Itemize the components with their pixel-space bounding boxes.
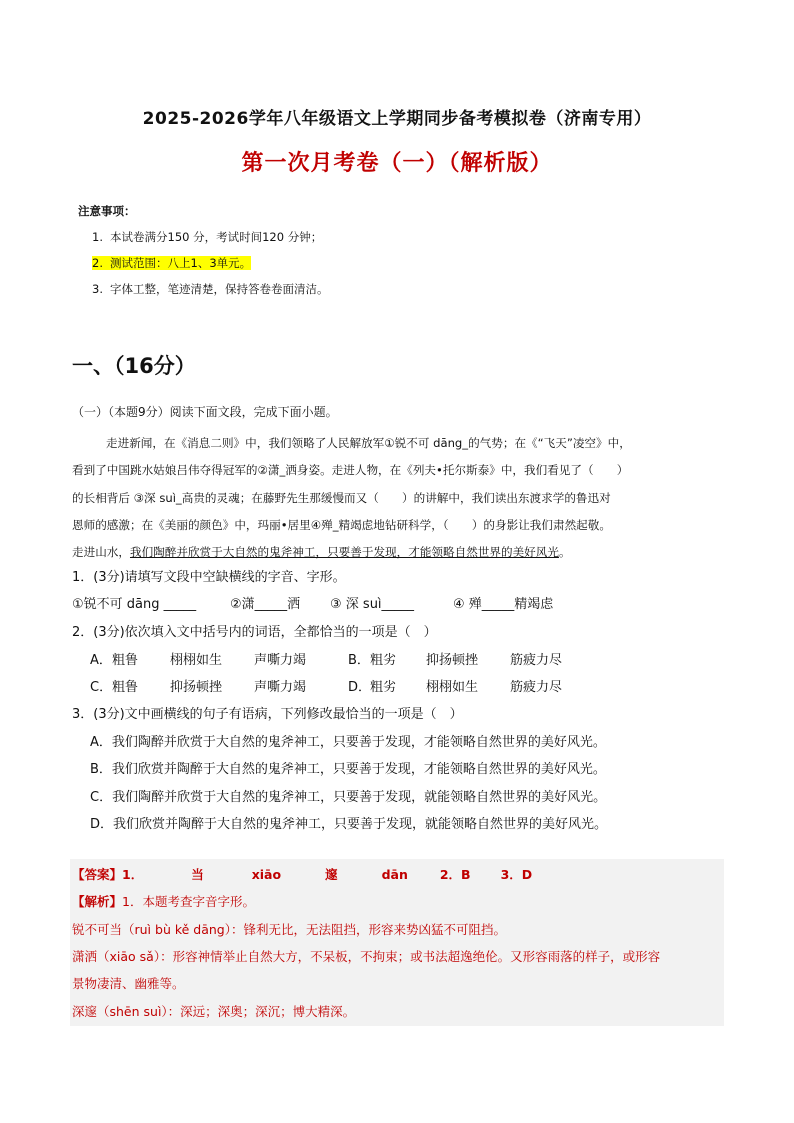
question-1-stem: 1．(3分)请填写文段中空缺横线的字音、字形。 <box>72 570 346 585</box>
question-2-stem: 2．(3分)依次填入文中括号内的词语，全都恰当的一项是（ ） <box>72 625 437 640</box>
blank-3: ③ 深 suì_____ <box>330 597 415 612</box>
notes-heading: 注意事项： <box>78 204 136 218</box>
question-3-stem: 3．(3分)文中画横线的句子有语病，下列修改最恰当的一项是（ ） <box>72 707 463 722</box>
notes-item-num: 2. <box>92 255 103 270</box>
option-b-word: 粗劣 <box>370 653 397 668</box>
option-a-label: A． <box>90 653 112 668</box>
underlined-sentence: 我们陶醉并欣赏于大自然的鬼斧神工，只要善于发现，才能领略自然世界的美好风光 <box>129 545 559 560</box>
exam-subtitle: 第一次月考卷（一）（解析版） <box>241 151 553 176</box>
answer-box <box>70 859 724 1026</box>
reading-passage <box>72 430 732 566</box>
option-b-word: 抑扬顿挫 <box>426 653 479 668</box>
notes-item-num: 3. <box>92 281 103 296</box>
passage-line: 走进新闻，在《消息二则》中，我们领略了人民解放军①锐不可 dāng_的气势；在《“飞天”凌空》中， <box>106 436 631 450</box>
notes-item-2 <box>92 255 329 270</box>
option-d-word: 筋疲力尽 <box>510 680 563 695</box>
blank-2: ②潇_____洒 <box>230 597 301 612</box>
option-c-word: 声嘶力竭 <box>254 680 307 695</box>
option-b: B．我们欣赏并陶醉于大自然的鬼斧神工，只要善于发现，才能领略自然世界的美好风光。 <box>90 762 606 777</box>
option-a: A．我们陶醉并欣赏于大自然的鬼斧神工，只要善于发现，才能领略自然世界的美好风光。 <box>90 735 606 750</box>
notes-item-num: 1. <box>92 229 103 244</box>
option-b-word: 筋疲力尽 <box>510 653 563 668</box>
passage-line: 的长相背后 ③深 suì_高贵的灵魂；在藤野先生那缓慢而又（ ）的讲解中，我们读出东渡求学的鲁迅对 <box>72 490 611 505</box>
passage-line: 恩师的感激；在《美丽的颜色》中，玛丽•居里④殚_精竭虑地钻研科学，（ ）的身影让我们肃然起敬。 <box>72 517 611 532</box>
analysis-line: 景物凄清、幽雅等。 <box>72 976 185 991</box>
answer-line: 【答案】1． 当 xiāo 邃 dān 2．B 3．D <box>72 867 533 882</box>
option-c-label: C． <box>90 680 113 695</box>
option-a-word: 粗鲁 <box>112 653 139 668</box>
answer-label: 【答案】 <box>72 867 123 882</box>
section-heading: 一、（16分） <box>72 354 196 378</box>
option-d: D．我们欣赏并陶醉于大自然的鬼斧神工，只要善于发现，就能领略自然世界的美好风光。 <box>90 817 608 832</box>
option-d-label: D． <box>348 680 372 695</box>
passage-line: 走进山水，我们陶醉并欣赏于大自然的鬼斧神工，只要善于发现，才能领略自然世界的美好风光。 <box>72 545 571 560</box>
notes-item-text: 测试范围：八上1、3单元。 <box>110 255 252 270</box>
analysis-line: 锐不可当（ruì bù kě dāng）：锋利无比，无法阻挡，形容来势凶猛不可阻挡。 <box>72 922 506 937</box>
analysis-line: 深邃（shēn suì）：深远；深奥；深沉；博大精深。 <box>72 1004 356 1019</box>
blank-4: ④ 殚_____精竭虑 <box>453 597 554 612</box>
passage-line: 看到了中国跳水姑娘吕伟夺得冠军的②潇_洒身姿。走进人物，在《列夫•托尔斯泰》中，我们看见了（ ） <box>72 463 629 478</box>
notes-block <box>78 206 329 310</box>
notes-item-3 <box>92 281 329 296</box>
notes-item-text: 本试卷满分150 分，考试时间120 分钟； <box>110 229 323 244</box>
section-intro: （一）（本题9分）阅读下面文段，完成下面小题。 <box>72 405 338 419</box>
notes-item-text: 字体工整，笔迹清楚，保持答卷卷面清洁。 <box>110 281 329 296</box>
analysis-line: 【解析】1．本题考查字音字形。 <box>72 894 255 909</box>
option-c: C．我们陶醉并欣赏于大自然的鬼斧神工，只要善于发现，就能领略自然世界的美好风光。 <box>90 790 607 805</box>
option-b-label: B． <box>348 653 370 668</box>
blank-1: ①锐不可 dāng _____ <box>72 597 197 612</box>
option-c-word: 粗鲁 <box>112 680 139 695</box>
notes-item-1 <box>92 229 329 244</box>
analysis-label: 【解析】 <box>72 894 123 909</box>
exam-title: 2025-2026学年八年级语文上学期同步备考模拟卷（济南专用） <box>142 109 652 129</box>
option-a-word: 声嘶力竭 <box>254 653 307 668</box>
option-c-word: 抑扬顿挫 <box>170 680 223 695</box>
analysis-line: 潇洒（xiāo sǎ）：形容神情举止自然大方，不呆板，不拘束；或书法超逸绝伦。又形容雨落的样子，或形容 <box>72 949 661 964</box>
option-d-word: 粗劣 <box>370 680 397 695</box>
option-a-word: 栩栩如生 <box>170 653 223 668</box>
option-d-word: 栩栩如生 <box>426 680 479 695</box>
